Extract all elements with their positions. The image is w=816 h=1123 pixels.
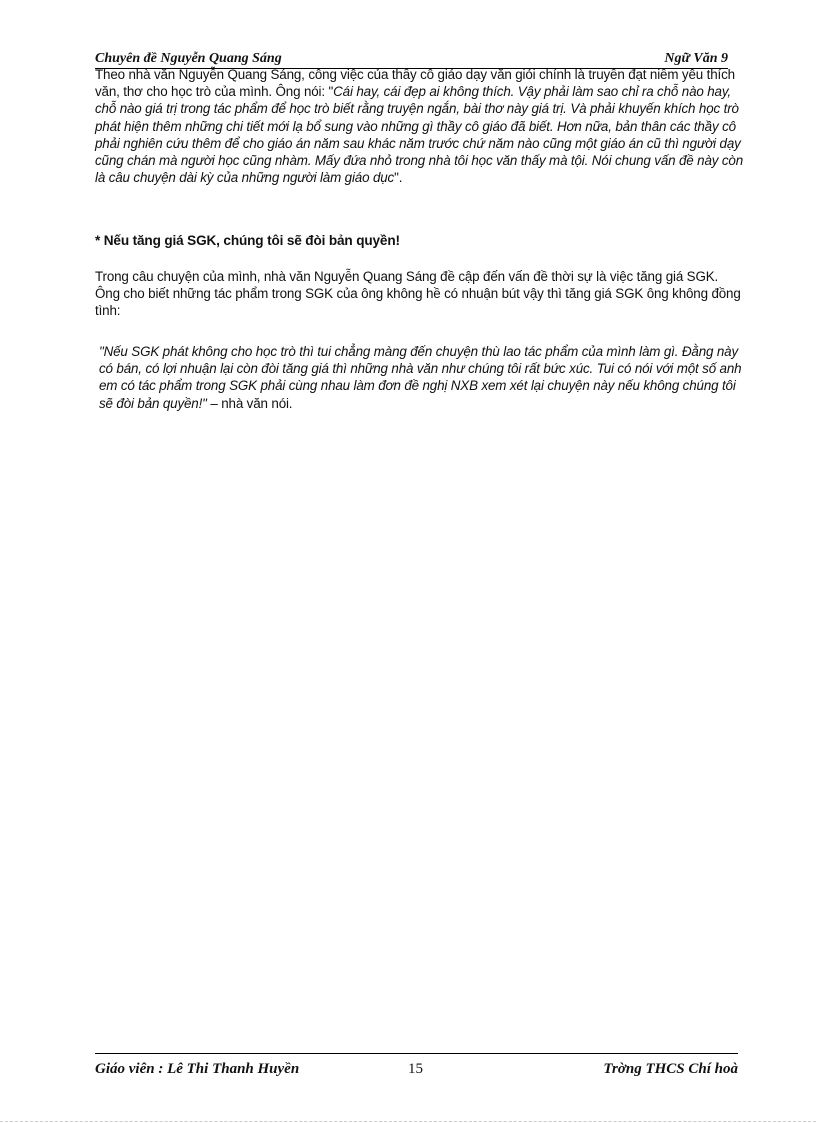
- paragraph-intro-quote: Cái hay, cái đẹp ai không thích. Vậy phải làm sao chỉ ra chỗ nào hay, chỗ nào giá trị trong tác phẩm để học trò biết rằng truyện ngắn, bài thơ này giá trị. Và phải khuyến khích học trò phát hiện thêm những chi tiết mới lạ bổ sung vào những gì thầy cô giáo đã biết. Hơn nữa, bản thân các thầy cô phải nghiên cứu thêm để cho giáo án năm sau khác năm trước chứ năm nào cũng một giáo án cũ thì người dạy cũng chán mà người học cũng nhàm. Mấy đứa nhỏ trong nhà tôi học văn thấy mà tội. Nói chung vấn đề này còn là câu chuyện dài kỳ của những người làm giáo dục: [95, 84, 744, 186]
- paragraph-quote: [95, 343, 745, 412]
- paragraph-intro-lead: Theo nhà văn Nguyễn Quang Sáng, công việc của thầy cô giáo dạy văn giỏi chính là truyền đạt niềm yêu thích văn, thơ cho học trò của mình. Ông nói: ": [95, 67, 735, 100]
- footer-school: Trờng THCS Chí hoà: [603, 1061, 738, 1077]
- page-number: 15: [408, 1061, 423, 1077]
- paragraph-textbook-price: Trong câu chuyện của mình, nhà văn Nguyễn Quang Sáng đề cập đến vấn đề thời sự là việc tăng giá SGK. Ông cho biết những tác phẩm trong SGK của ông không hề có nhuận bút vậy thì tăng giá SGK ông không đồng tình:: [95, 269, 741, 319]
- header-subject: Ngữ Văn 9: [664, 51, 728, 66]
- page-footer: [95, 1053, 738, 1076]
- footer-teacher: Giáo viên : Lê Thi Thanh Huyền: [95, 1061, 300, 1077]
- paragraph-intro-end: ".: [394, 170, 403, 186]
- quote-attribution: – nhà văn nói.: [206, 395, 293, 411]
- page-edge-divider: [0, 1121, 816, 1122]
- paragraph-intro: [95, 66, 745, 186]
- header-topic: Chuyên đề Nguyễn Quang Sáng: [95, 51, 282, 66]
- author-quote: "Nếu SGK phát không cho học trò thì tui chẳng màng đến chuyện thù lao tác phẩm của mình làm gì. Đằng này có bán, có lợi nhuận lại còn đòi tăng giá thì những nhà văn như chúng tôi rất bức xúc. Tui có nói với một số anh em có tác phẩm trong SGK phải cùng nhau làm đơn đề nghị NXB xem xét lại chuyện này nếu không chúng tôi sẽ đòi bản quyền!": [99, 344, 742, 411]
- section-heading: * Nếu tăng giá SGK, chúng tôi sẽ đòi bản quyền!: [95, 233, 400, 248]
